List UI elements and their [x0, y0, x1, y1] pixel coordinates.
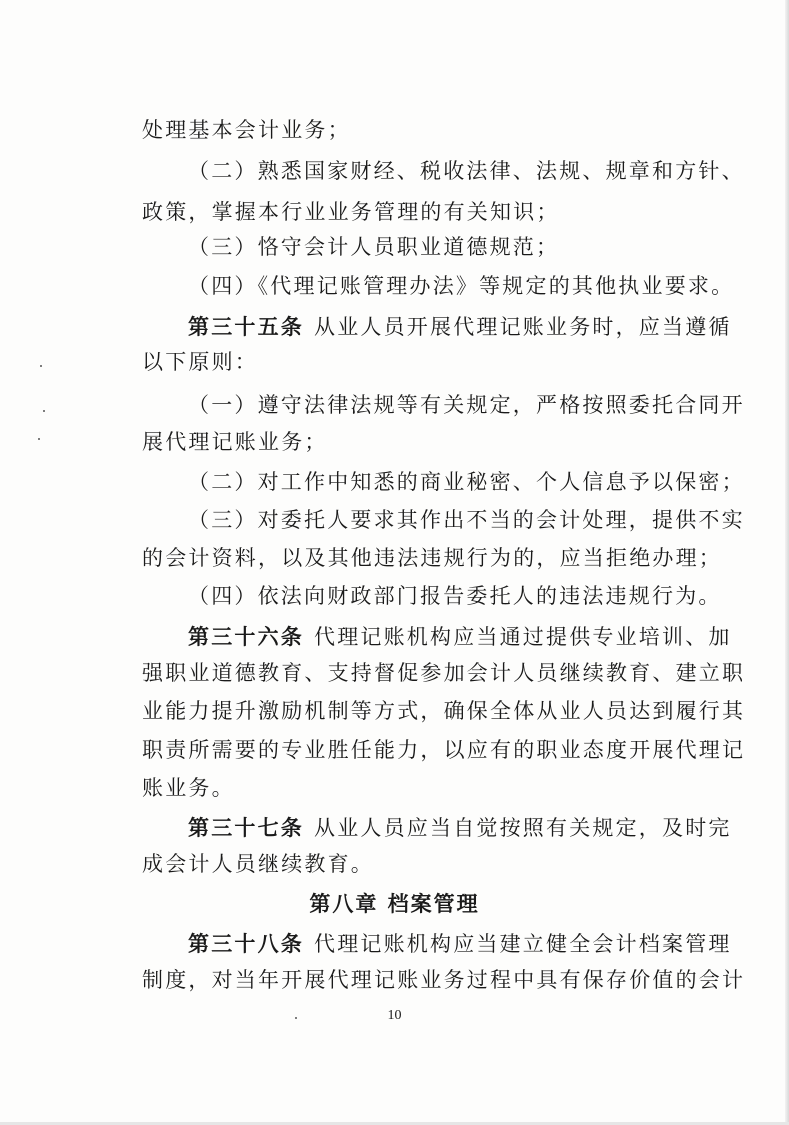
text-line: 以下原则：	[142, 350, 258, 374]
article-36-line	[188, 623, 732, 651]
scan-speck	[295, 1017, 297, 1019]
article-36-title: 第三十六条	[188, 624, 304, 649]
text-line: （二）熟悉国家财经、税收法律、法规、规章和方针、	[188, 159, 745, 183]
article-37-text: 从业人员应当自觉按照有关规定，及时完	[314, 816, 732, 840]
text-line: 展代理记账业务；	[142, 430, 328, 454]
article-37-line	[188, 814, 732, 842]
article-35-text: 从业人员开展代理记账业务时，应当遵循	[314, 315, 732, 339]
text-line: （四）《代理记账管理办法》等规定的其他执业要求。	[188, 274, 735, 298]
text-line: 成会计人员继续教育。	[142, 852, 374, 876]
text-line: 的会计资料，以及其他违法违规行为的，应当拒绝办理；	[142, 546, 722, 570]
text-line: 处理基本会计业务；	[142, 118, 351, 142]
page-number: 10	[387, 1008, 402, 1023]
article-38-text: 代理记账机构应当建立健全会计档案管理	[314, 932, 732, 956]
page-edge-shadow	[785, 0, 789, 1125]
text-line: 强职业道德教育、支持督促参加会计人员继续教育、建立职	[142, 661, 746, 685]
article-36-text: 代理记账机构应当通过提供专业培训、加	[314, 625, 732, 649]
text-line: （四）依法向财政部门报告委托人的违法违规行为。	[188, 584, 722, 608]
scan-speck	[40, 365, 42, 367]
article-35-line	[188, 313, 732, 341]
text-line: （三）对委托人要求其作出不当的会计处理，提供不实	[188, 508, 745, 532]
scan-speck	[43, 410, 45, 412]
scan-speck	[38, 438, 40, 440]
article-35-title: 第三十五条	[188, 314, 304, 339]
text-line: 业能力提升激励机制等方式，确保全体从业人员达到履行其	[142, 699, 746, 723]
text-line: 职责所需要的专业胜任能力，以应有的职业态度开展代理记	[142, 738, 746, 762]
article-38-title: 第三十八条	[188, 931, 304, 956]
text-line: （三）恪守会计人员职业道德规范；	[188, 235, 560, 259]
text-line: 政策，掌握本行业业务管理的有关知识；	[142, 200, 560, 224]
text-line: 制度，对当年开展代理记账业务过程中具有保存价值的会计	[142, 968, 746, 992]
article-38-line	[188, 930, 732, 958]
text-line: （二）对工作中知悉的商业秘密、个人信息予以保密；	[188, 470, 745, 494]
text-line: 账业务。	[142, 776, 235, 800]
text-line: （一）遵守法律法规等有关规定，严格按照委托合同开	[188, 393, 745, 417]
article-37-title: 第三十七条	[188, 815, 304, 840]
chapter-heading: 第八章 档案管理	[309, 891, 480, 916]
